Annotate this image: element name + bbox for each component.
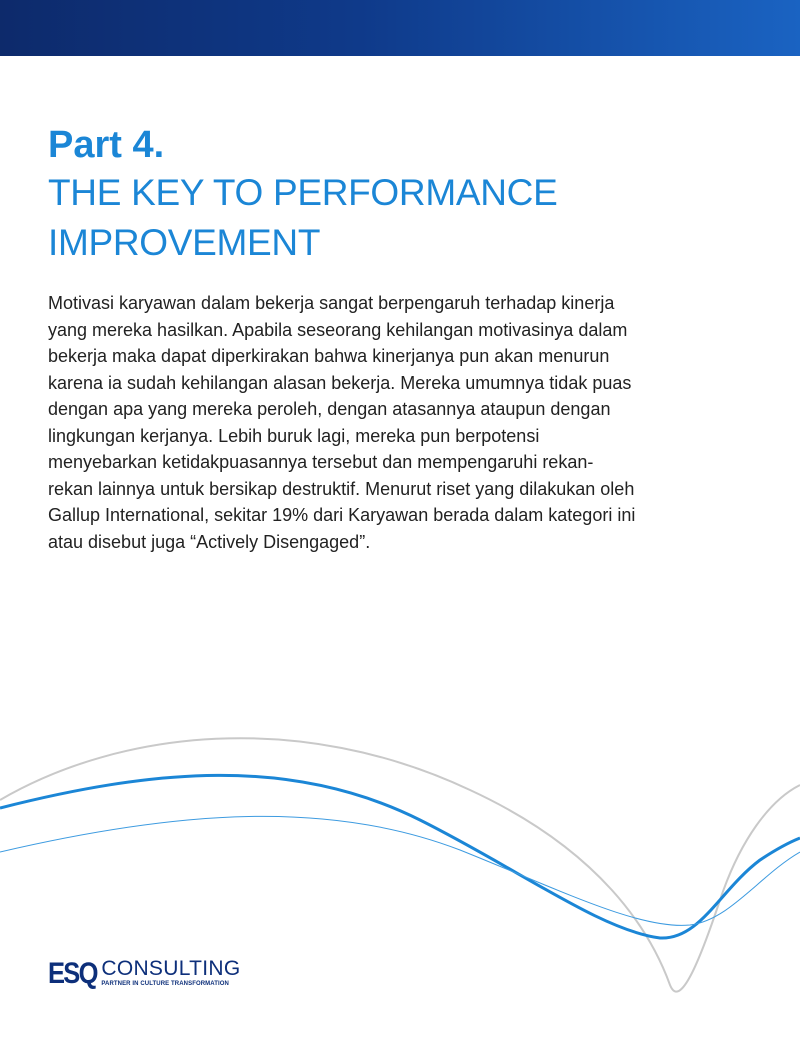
logo-name: CONSULTING	[101, 957, 241, 980]
page-heading	[48, 122, 748, 268]
header-bar	[0, 0, 800, 56]
body-paragraph: Motivasi karyawan dalam bekerja sangat berpengaruh terhadap kinerja yang mereka hasilkan. Apabila seseorang kehilangan motivasinya dalam bekerja maka dapat diperkirakan bahwa kinerjanya pun akan menurun karena ia sudah kehilangan alasan bekerja. Mereka umumnya tidak puas dengan apa yang mereka peroleh, dengan atasannya ataupun dengan lingkungan kerjanya. Lebih buruk lagi, mereka pun berpotensi menyebarkan ketidakpuasannya tersebut dan mempengaruhi rekan-rekan lainnya untuk bersikap destruktif. Menurut riset yang dilakukan oleh Gallup International, sekitar 19% dari Karyawan berada dalam kategori ini atau disebut juga “Actively Disengaged”.	[48, 293, 636, 552]
logo-tagline: PARTNER IN CULTURE TRANSFORMATION	[101, 981, 229, 987]
section-title: THE KEY TO PERFORMANCE IMPROVEMENT	[48, 172, 558, 263]
logo-text	[101, 958, 240, 988]
company-logo	[48, 958, 240, 992]
logo-mark: ESQ	[48, 957, 97, 990]
decorative-waves	[0, 700, 800, 1049]
part-label: Part 4.	[48, 124, 165, 166]
